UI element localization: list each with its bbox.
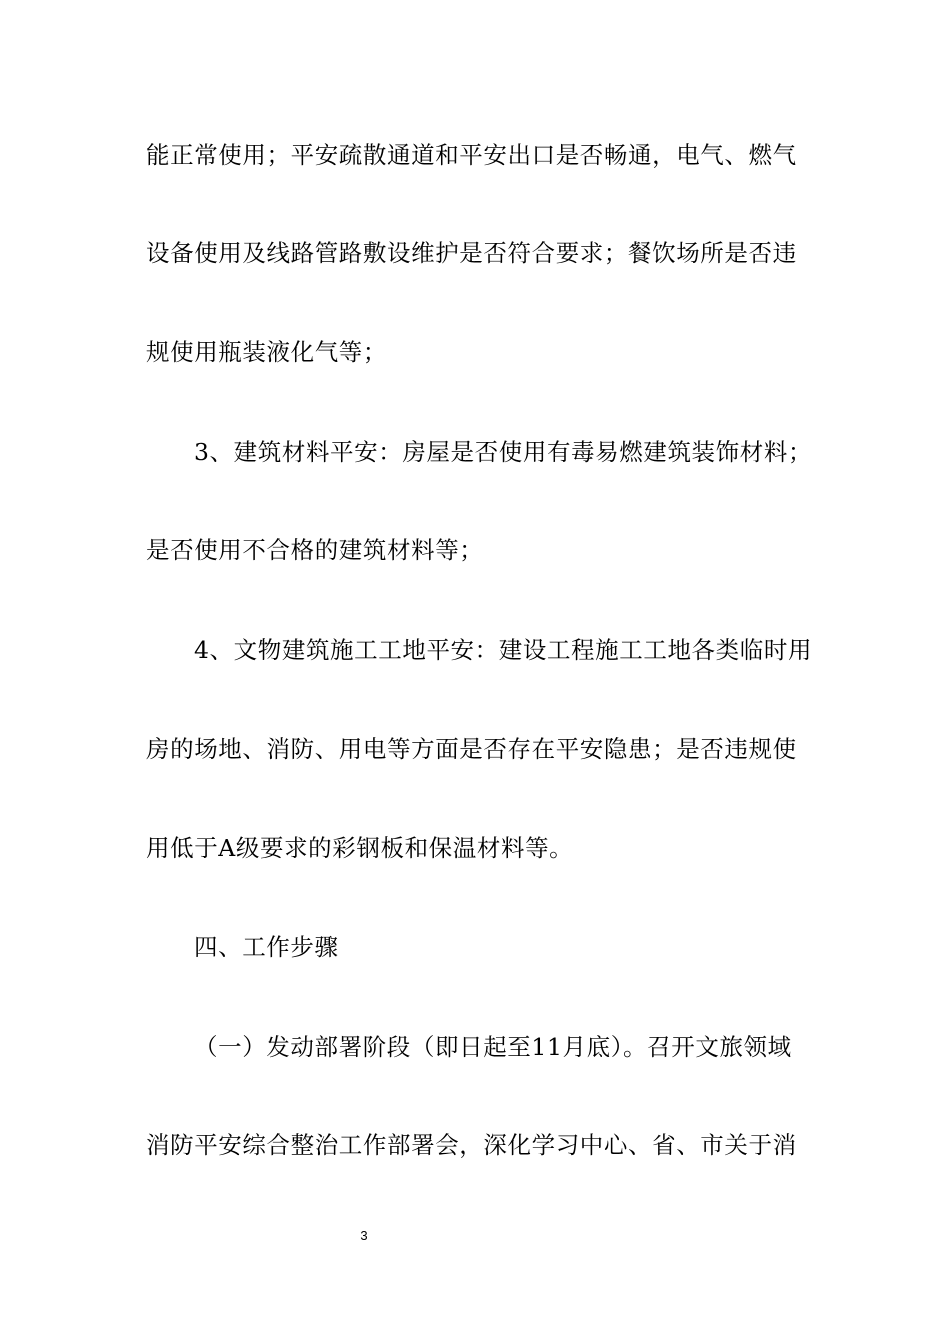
section-heading: 四、工作步骤 (194, 933, 339, 961)
text-line-4: 3、建筑材料平安：房屋是否使用有毒易燃建筑装饰材料； (194, 438, 813, 466)
text-line-2: 设备使用及线路管路敷设维护是否符合要求；餐饮场所是否违 (146, 239, 797, 267)
text-line-10: （一）发动部署阶段（即日起至11月底）。召开文旅领域 (194, 1033, 792, 1061)
text-line-11: 消防平安综合整治工作部署会，深化学习中心、省、市关于消 (146, 1131, 797, 1159)
text-line-3: 规使用瓶装液化气等； (146, 338, 387, 366)
text-line-6: 4、文物建筑施工工地平安：建设工程施工工地各类临时用 (194, 636, 813, 664)
text-line-7: 房的场地、消防、用电等方面是否存在平安隐患；是否违规使 (146, 735, 797, 763)
text-line-1: 能正常使用；平安疏散通道和平安出口是否畅通，电气、燃气 (146, 141, 797, 169)
page-number: 3 (360, 1228, 368, 1243)
text-line-8: 用低于A级要求的彩钢板和保温材料等。 (146, 834, 574, 862)
text-line-5: 是否使用不合格的建筑材料等； (146, 536, 484, 564)
